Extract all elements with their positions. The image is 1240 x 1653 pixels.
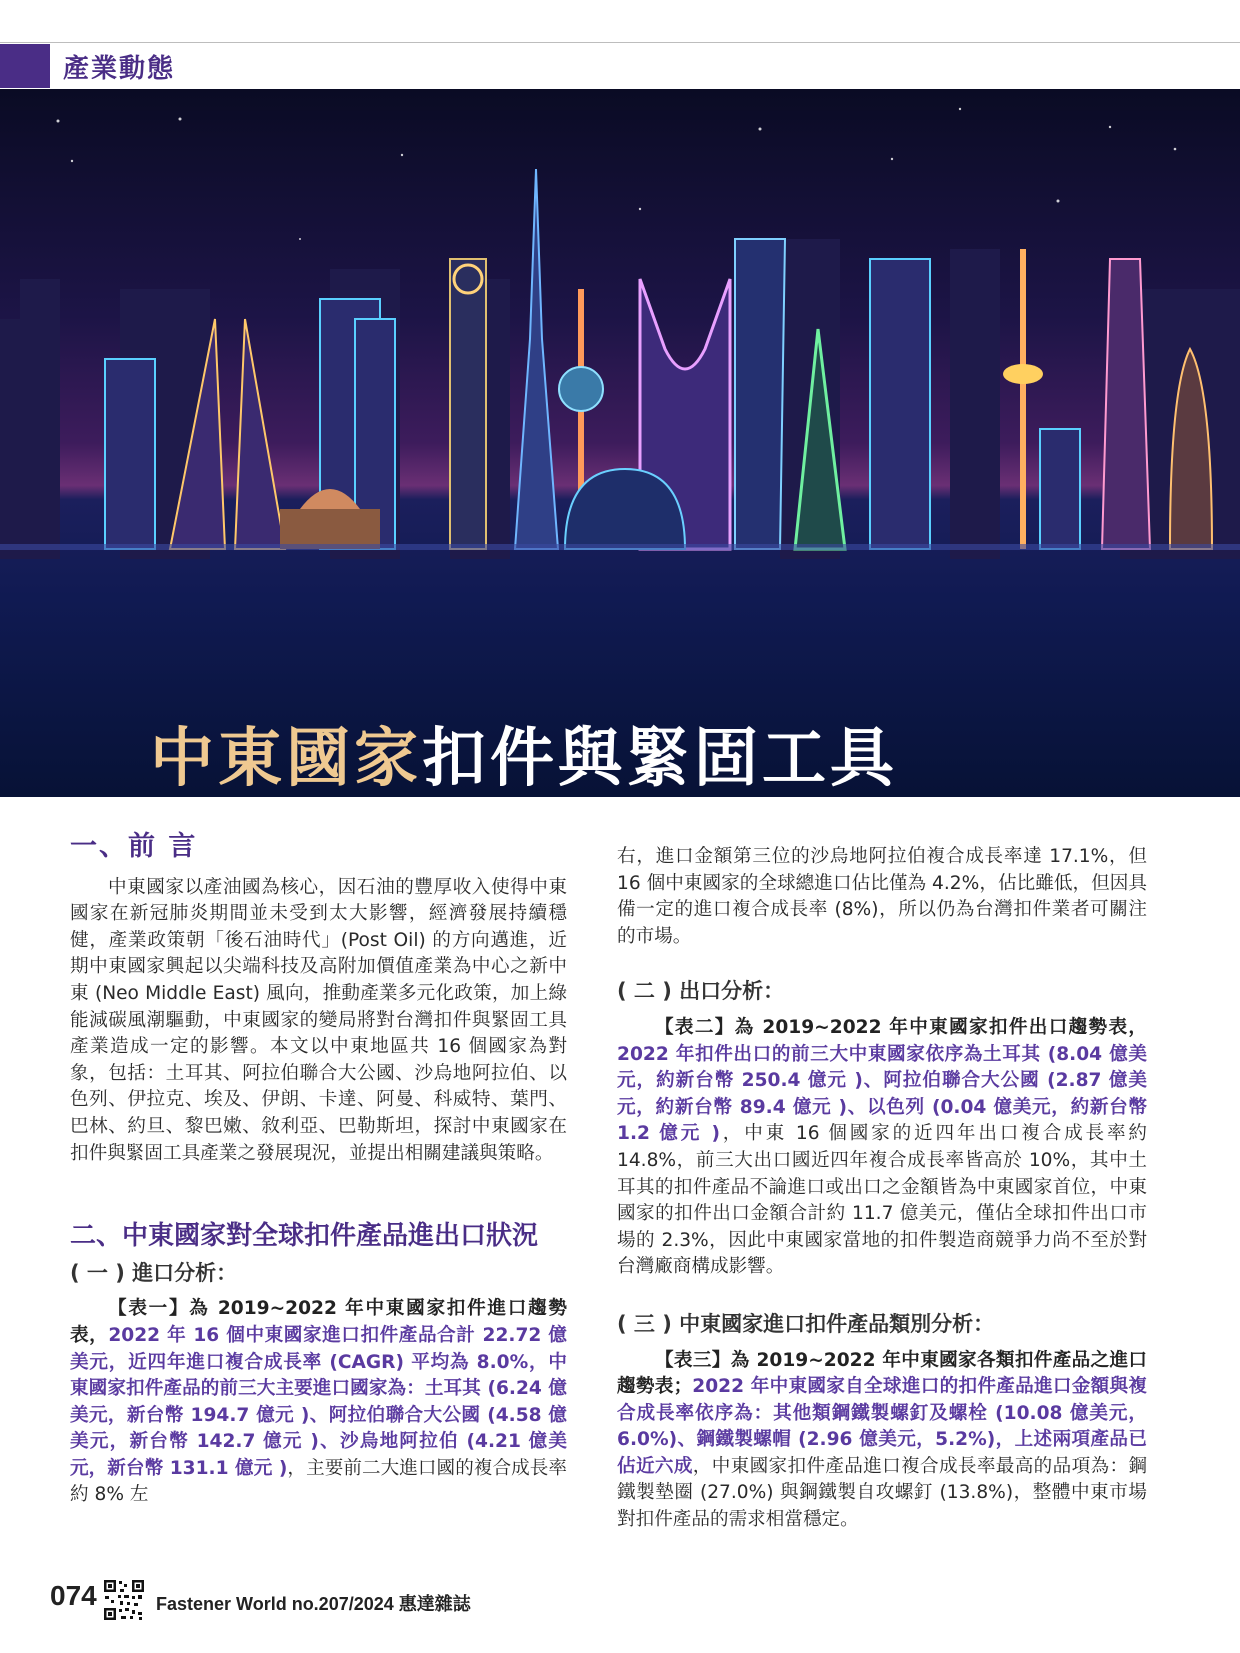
export-highlight: 2022 年扣件出口的前三大中東國家依序為土耳其 (8.04 億美元，約新台幣 250.4 億元 )、阿拉伯聯合大公國 (2.87 億美元，約新台幣 89.4 億元 )、以色列 (0.04 億美元，約新台幣 1.2 億元 ) (617, 1043, 1147, 1145)
city-skyline-illustration (0, 89, 1240, 797)
table2-reference: 【表二】為 2019~2022 年中東國家扣件出口趨勢表， (655, 1016, 1147, 1038)
article-title-line1 (150, 707, 898, 797)
section-label: 產業動態 (63, 54, 176, 84)
import-paragraph-end: 右，進口金額第三位的沙烏地阿拉伯複合成長率達 17.1%，但 16 個中東國家的全球總進口佔比僅為 4.2%，佔比雖低，但因具備一定的進口複合成長率 (8%)，所以仍為台灣扣件業者可關注的市場。 (617, 846, 1147, 947)
category-highlight: 2022 年中東國家自全球進口的扣件產品進口金額與複合成長率依序為：其他類鋼鐵製螺釘及螺栓 (10.08 億美元，6.0%)、鋼鐵製螺帽 (2.96 億美元，5.2%)，上述兩項產品已佔近六成 (617, 1376, 1147, 1477)
subheading-product-category: ( 三 ) 中東國家進口扣件產品類別分析： (617, 1311, 995, 1336)
section-color-bar (0, 44, 50, 88)
export-continued: ，中東 16 個國家的近四年出口複合成長率約 14.8%，前三大出口國近四年複合成長率皆高於 10%，其中土耳其的扣件產品不論進口或出口之金額皆為中東國家首位，中東國家的扣件出口金額合計約 11.7 億美元，僅佔全球扣件出口市場的 2.3%，因此中東國家當地的扣件製造商競爭力尚不至於對台灣廠商構成影響。 (617, 1123, 1147, 1278)
right-column (617, 844, 1147, 1534)
heading-import-export: 二、中東國家對全球扣件產品進出口狀況 (70, 1221, 539, 1252)
header-rule (0, 42, 1240, 43)
left-column (70, 831, 567, 1509)
import-paragraph (70, 1296, 567, 1509)
heading-intro: 一、前 言 (70, 831, 198, 862)
import-continued: ，主要前二大進口國的複合成長率約 8% 左 (70, 1457, 567, 1506)
export-paragraph (617, 1015, 1147, 1281)
title-accent: 中東國家 (150, 722, 422, 796)
table1-reference: 【表一】為 2019~2022 年中東國家扣件進口趨勢表， (70, 1298, 567, 1346)
subheading-import: ( 一 ) 進口分析： (70, 1260, 238, 1285)
subheading-export: ( 二 ) 出口分析： (617, 979, 785, 1004)
category-continued: ，中東國家扣件產品進口複合成長率最高的品項為：鋼鐵製墊圈 (27.0%) 與鋼鐵製自攻螺釘 (13.8%)，整體中東市場對扣件產品的需求相當穩定。 (617, 1455, 1147, 1531)
qr-code-icon[interactable] (102, 1578, 146, 1622)
category-paragraph (617, 1348, 1147, 1534)
import-highlight: 2022 年 16 個中東國家進口扣件產品合計 22.72 億美元，近四年進口複合成長率 (CAGR) 平均為 8.0%，中東國家扣件產品的前三大主要進口國家為：土耳其 (6.24 億美元，新台幣 194.7 億元 )、阿拉伯聯合大公國 (4.58 億美元，新台幣 142.7 億元 )、沙烏地阿拉伯 (4.21 億美元，新台幣 131.1 億元 ) (70, 1324, 567, 1479)
intro-paragraph: 中東國家以產油國為核心，因石油的豐厚收入使得中東國家在新冠肺炎期間並未受到太大影響，經濟發展持續穩健，產業政策朝「後石油時代」(Post Oil) 的方向邁進，近期中東國家興起以尖端科技及高附加價值產業為中心之新中東 (Neo Middle East) 風向，推動產業多元化政策，加上綠能減碳風潮驅動，中東國家的變局將對台灣扣件與緊固工具產業造成一定的影響。本文以中東地區共 16 個國家為對象，包括：土耳其、阿拉伯聯合大公國、沙烏地阿拉伯、以色列、伊拉克、埃及、伊朗、卡達、阿曼、科威特、葉門、巴林、約旦、黎巴嫩、敘利亞、巴勒斯坦，探討中東國家在扣件與緊固工具產業之發展現況，並提出相關建議與策略。 (70, 876, 567, 1164)
magazine-name: Fastener World no.207/2024 惠達雜誌 (156, 1594, 471, 1614)
table3-reference: 【表三】為 2019~2022 年中東國家各類扣件產品之進口趨勢表； (617, 1349, 1147, 1398)
page-number: 074 (50, 1580, 97, 1611)
hero-banner (0, 89, 1240, 797)
title-rest: 扣件與緊固工具 (422, 722, 898, 796)
